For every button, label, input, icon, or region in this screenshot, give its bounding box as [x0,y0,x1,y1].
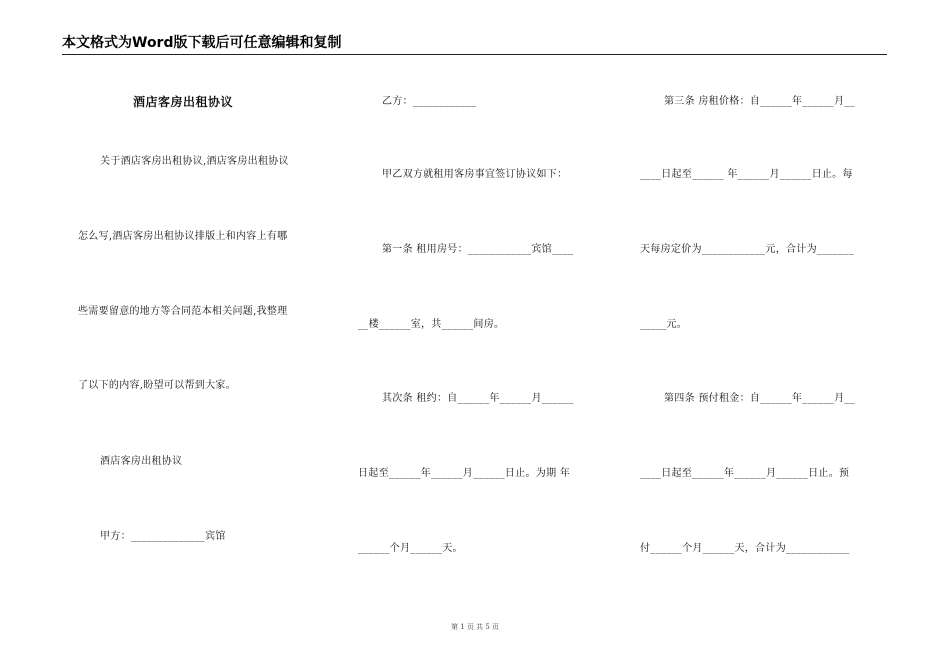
clause-2-line: 其次条 租约：自______年______月______ [382,393,574,404]
page-footer: 第 1 页 共 5 页 [450,623,500,631]
paragraph-line: 付______个月______天，合计为____________ [640,543,850,554]
doc-title: 酒店客房出租协议 [133,95,234,109]
section-heading: 酒店客房出租协议 [100,456,183,467]
paragraph-line: 天每房定价为____________元，合计为_______ [640,244,854,255]
clause-1-line: 第一条 租用房号：____________宾馆____ [382,244,574,255]
paragraph-line: 甲乙双方就租用客房事宜签订协议如下： [382,169,568,180]
paragraph-line: 日起至______年______月______日止。为期 年 [358,468,571,479]
paragraph-line: 些需要留意的地方等合同范本相关问题,我整理 [78,306,288,317]
clause-3-line: 第三条 房租价格：自______年______月__ [664,96,855,107]
paragraph-line: __楼______室，共______间房。 [358,319,505,330]
party-b-line: 乙方：____________ [382,96,477,107]
clause-4-line: 第四条 预付租金：自______年______月__ [664,393,855,404]
paragraph-line: _____元。 [640,319,688,330]
document-header [62,34,887,55]
paragraph-line: 关于酒店客房出租协议,酒店客房出租协议 [100,156,289,167]
paragraph-line: ______个月______天。 [358,543,463,554]
paragraph-line: 怎么写,酒店客房出租协议排版上和内容上有哪 [78,231,288,242]
header-text: 本文格式为Word版下载后可任意编辑和复制 [62,35,342,51]
party-a-line: 甲方：______________宾馆 [100,531,226,542]
paragraph-line: 了以下的内容,盼望可以帮到大家。 [78,380,236,391]
paragraph-line: ____日起至______ 年______月______日止。每 [640,169,853,180]
paragraph-line: ____日起至______年______月______日止。预 [640,468,850,479]
